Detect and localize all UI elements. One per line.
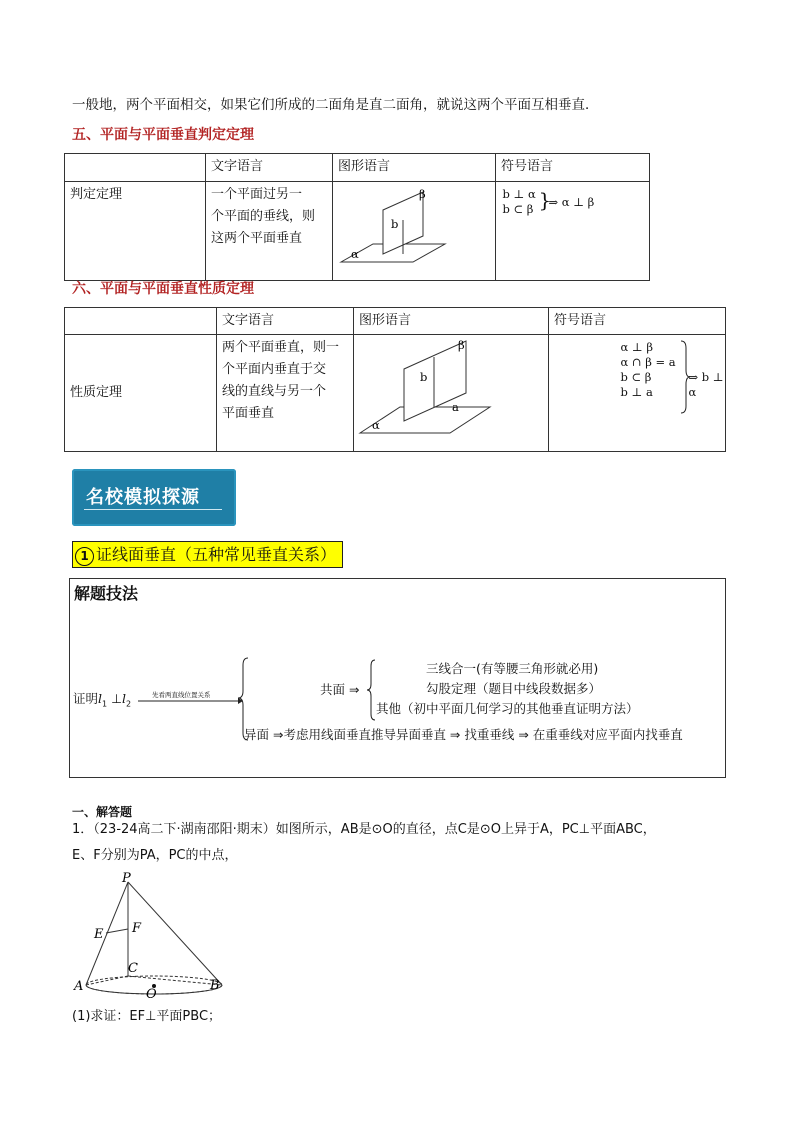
section5-title: 五、平面与平面垂直判定定理 [72, 127, 254, 143]
banner-text: 名校模拟探源 [86, 487, 200, 508]
section6-title: 六、平面与平面垂直性质定理 [72, 281, 254, 297]
row-label: 判定定理 [65, 182, 206, 281]
perpendicular-planes-figure [333, 182, 483, 272]
arrow-label: 先看两直线位置关系 [152, 691, 211, 699]
label-B: B [210, 978, 220, 993]
alpha-label: α [372, 418, 380, 432]
b-label: b [391, 217, 399, 231]
sym-line: b ⊂ β [502, 201, 534, 216]
number-circle: 1 [75, 547, 94, 566]
intro-text: 一般地，两个平面相交，如果它们所成的二面角是直二面角，就说这两个平面互相垂直． [72, 97, 599, 113]
skew-label: 异面 ⇒考虑用线面垂直推导异面垂直 ⇒ 找重垂线 ⇒ 在重垂线对应平面内找垂直 [244, 727, 683, 742]
header-symbol-lang: 符号语言 [496, 154, 650, 182]
topic-highlight [72, 541, 343, 568]
row-label: 性质定理 [65, 335, 217, 452]
header-text-lang: 文字语言 [217, 308, 354, 335]
section5-table [64, 153, 650, 281]
label-C: C [128, 961, 138, 976]
method-item: 三线合一(有等腰三角形就必用) [426, 661, 599, 676]
text-line: 个平面内垂直于交 [222, 362, 327, 377]
section-banner [72, 469, 236, 526]
label-F: F [132, 921, 142, 936]
sym-line: b ⊥ a [620, 384, 653, 399]
sym-line: α ∩ β = a [620, 354, 676, 369]
alpha-label: α [351, 247, 359, 261]
method-title: 解题技法 [74, 584, 139, 603]
sym-result: ⇒ b ⊥ α [688, 369, 724, 399]
topic-title: 证线面垂直（五种常见垂直关系） [96, 545, 337, 564]
text-line: 这两个平面垂直 [211, 231, 303, 246]
exercise-heading: 一、解答题 [72, 805, 133, 819]
beta-label: β [419, 187, 426, 201]
method-item: 勾股定理（题目中线段数据多） [426, 681, 602, 696]
brace: } [538, 187, 552, 212]
question-1: (1)求证：EF⊥平面PBC； [72, 1009, 222, 1024]
sym-line: b ⊥ α [502, 186, 536, 201]
banner-underline [84, 509, 222, 510]
prove-statement: 证明$l_1$ $\perp l_2$ [73, 691, 132, 709]
beta-label: β [458, 338, 465, 352]
problem-text: 1．（23-24高二下·湖南邵阳·期末）如图所示，AB是⊙O的直径，点C是⊙O上异于A，PC⊥平面ABC， [72, 822, 656, 837]
problem-text: E、F分别为PA，PC的中点， [72, 848, 238, 863]
header-symbol-lang: 符号语言 [549, 308, 726, 335]
sym-line: b ⊂ β [620, 369, 652, 384]
text-line: 线的直线与另一个 [222, 384, 327, 399]
coplanar-label: 共面 ⇒ [320, 682, 360, 697]
sym-line: α ⊥ β [620, 339, 654, 354]
sym-result: ⇒ α ⊥ β [548, 194, 595, 209]
label-E: E [94, 927, 104, 942]
section6-table [64, 307, 726, 452]
label-P: P [122, 871, 131, 886]
label-O: O [146, 987, 157, 1002]
text-line: 两个平面垂直，则一 [222, 340, 340, 355]
long-arrow [138, 697, 244, 705]
b-label: b [420, 370, 428, 384]
text-line: 一个平面过另一 [211, 187, 303, 202]
method-box [69, 578, 726, 778]
perpendicular-planes-figure [354, 335, 538, 443]
method-item: 其他（初中平面几何学习的其他垂直证明方法） [376, 701, 639, 716]
header-figure-lang: 图形语言 [333, 154, 496, 182]
text-line: 个平面的垂线，则 [211, 209, 316, 224]
a-label: a [452, 400, 459, 414]
label-A: A [74, 979, 84, 994]
header-figure-lang: 图形语言 [354, 308, 549, 335]
header-text-lang: 文字语言 [206, 154, 333, 182]
cone-figure [72, 870, 232, 1002]
text-line: 平面垂直 [222, 406, 275, 421]
